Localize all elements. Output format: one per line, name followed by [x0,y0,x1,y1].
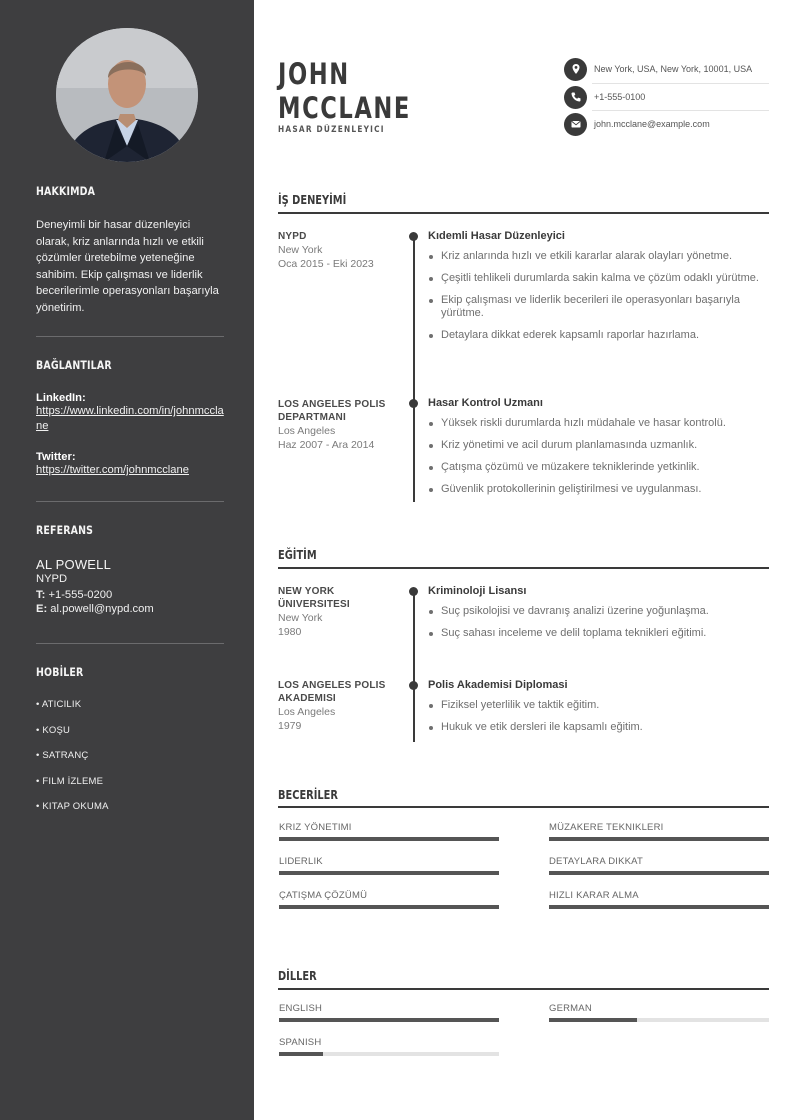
experience-bullets [428,417,769,496]
job-title: HASAR DÜZENLEYICI [278,125,385,135]
bullet-item: Güvenlik protokollerinin geliştirilmesi ve uygulanması. [428,483,769,496]
skill-bar [549,871,769,875]
contact-email-text: john.mcclane@example.com [594,119,710,129]
language-bar [279,1052,499,1056]
skill-bar [549,905,769,909]
bullet-item: Kriz anlarında hızlı ve etkili kararlar alarak olayları yönetme. [428,250,769,263]
education-bullets [428,699,769,734]
skill-label: KRIZ YÖNETIMI [279,822,352,833]
language-label: SPANISH [279,1037,322,1048]
education-location: Los Angeles [278,706,336,718]
bullet-item: Suç psikolojisi ve davranış analizi üzerine yoğunlaşma. [428,605,769,618]
skill-item [279,856,499,875]
education-entry-details [428,679,769,743]
education-timeline [413,590,415,742]
skill-item [279,890,499,909]
bullet-item: Fiziksel yeterlilik ve taktik eğitim. [428,699,769,712]
education-heading: EĞİTİM [278,548,317,562]
about-text: Deneyimli bir hasar düzenleyici olarak, kriz anlarında hızlı ve etkili çözümler üretebilme yeteneğine sahibim. Ekip çalışması ve liderlik becerilerimle operasyonları başarıyla yönetirim. [36,219,219,314]
profile-photo [56,28,198,162]
about-heading: HAKKIMDA [36,184,96,198]
skill-item [549,856,769,875]
language-label: GERMAN [549,1003,592,1014]
education-degree: Polis Akademisi Diplomasi [428,679,568,691]
hobby-item: • SATRANÇ [36,750,89,761]
education-entry-meta [278,679,398,733]
contact-phone-text: +1-555-0100 [594,92,646,102]
hobby-item: • FILM İZLEME [36,775,104,787]
skill-bar [279,905,499,909]
last-name: MCCLANE [278,91,411,125]
experience-entry-details [428,397,769,505]
contact-email [564,112,769,136]
sidebar [0,0,254,1120]
bullet-item: Kriz yönetimi ve acil durum planlamasında uzmanlık. [428,439,769,452]
skill-bar [549,837,769,841]
sidebar-divider [36,336,224,337]
language-bar [549,1018,769,1022]
skill-label: LIDERLIK [279,856,323,867]
contact-address-text: New York, USA, New York, 10001, USA [594,64,753,74]
education-org: NEW YORK ÜNIVERSITESI [278,586,350,610]
timeline-dot [409,399,418,408]
candidate-name [278,57,411,125]
profile-photo-image [56,28,198,162]
timeline-dot [409,681,418,690]
reference-phone-label: T: [36,589,46,601]
skill-label: HIZLI KARAR ALMA [549,890,639,901]
experience-role: Kıdemli Hasar Düzenleyici [428,230,565,242]
education-dates: 1980 [278,626,302,638]
skill-label: MÜZAKERE TEKNIKLERI [549,822,664,833]
link-linkedin [36,392,224,434]
reference-email-row [36,602,224,616]
experience-location: New York [278,244,323,256]
timeline-dot [409,587,418,596]
section-rule [278,567,769,569]
bullet-item: Suç sahası inceleme ve delil toplama teknikleri eğitimi. [428,627,769,640]
contact-phone [564,85,769,109]
experience-dates: Oca 2015 - Eki 2023 [278,258,374,270]
experience-org: NYPD [278,231,307,242]
skill-bar-fill [279,905,499,909]
hobby-item: • KITAP OKUMA [36,801,109,812]
hobbies-list [36,699,224,827]
sidebar-divider [36,643,224,644]
education-dates: 1979 [278,720,302,732]
reference-phone: +1-555-0200 [48,589,113,601]
skill-bar-fill [549,871,769,875]
education-org: LOS ANGELES POLIS AKADEMISI [278,680,386,704]
contact-divider [592,83,769,84]
timeline-dot [409,232,418,241]
hobby-item: • ATICILIK [36,699,82,710]
education-entry-meta [278,585,398,639]
education-entry-details [428,585,769,649]
phone-icon [564,86,587,109]
link-linkedin-label: LinkedIn: [36,392,86,404]
language-item [549,1003,769,1022]
bullet-item: Detaylara dikkat ederek kapsamlı raporlar hazırlama. [428,329,769,342]
links-heading: BAĞLANTILAR [36,358,112,372]
skill-bar [279,871,499,875]
skill-bar-fill [279,871,499,875]
experience-role: Hasar Kontrol Uzmanı [428,397,543,409]
skills-heading: BECERİLER [278,788,338,802]
reference-email-label: E: [36,603,48,615]
reference-email: al.powell@nypd.com [50,603,154,615]
hobby-item: • KOŞU [36,724,71,736]
language-bar-fill [549,1018,637,1022]
bullet-item: Hukuk ve etik dersleri ile kapsamlı eğitim. [428,721,769,734]
hobbies-heading: HOBİLER [36,665,84,679]
language-item [279,1037,499,1056]
link-twitter [36,451,224,478]
experience-timeline [413,236,415,502]
experience-location: Los Angeles [278,425,336,437]
first-name: JOHN [278,57,350,91]
experience-heading: İŞ DENEYİMİ [278,193,347,207]
skill-bar [279,837,499,841]
contact-divider [592,110,769,111]
reference-name: AL POWELL [36,557,112,572]
experience-dates: Haz 2007 - Ara 2014 [278,439,375,451]
skill-label: ÇATIŞMA ÇÖZÜMÜ [279,890,368,901]
language-label: ENGLISH [279,1003,323,1014]
location-pin-icon [564,58,587,81]
link-linkedin-url[interactable]: https://www.linkedin.com/in/johnmcclane [36,405,224,432]
contact-address [564,57,769,81]
language-bar [279,1018,499,1022]
education-location: New York [278,612,323,624]
section-rule [278,806,769,808]
bullet-item: Yüksek riskli durumlarda hızlı müdahale ve hasar kontrolü. [428,417,769,430]
experience-org: LOS ANGELES POLIS DEPARTMANI [278,399,386,423]
bullet-item: Çatışma çözümü ve müzakere tekniklerinde yetkinlik. [428,461,769,474]
experience-entry-meta [278,230,398,271]
skill-item [279,822,499,841]
bullet-item: Ekip çalışması ve liderlik becerileri ile operasyonları başarıyla yürütme. [428,294,769,320]
reference-heading: REFERANS [36,523,94,537]
reference-block [36,557,224,616]
bullet-item: Çeşitli tehlikeli durumlarda sakin kalma ve çözüm odaklı yürütme. [428,272,769,285]
languages-heading: DİLLER [278,969,317,983]
education-bullets [428,605,769,640]
sidebar-divider [36,501,224,502]
skill-bar-fill [549,905,769,909]
section-rule [278,212,769,214]
experience-bullets [428,250,769,342]
link-twitter-url[interactable]: https://twitter.com/johnmcclane [36,464,189,476]
skill-item [549,890,769,909]
reference-org: NYPD [36,573,68,585]
reference-phone-row [36,588,224,602]
language-bar-fill [279,1052,323,1056]
link-twitter-label: Twitter: [36,451,76,463]
language-item [279,1003,499,1022]
experience-entry-details [428,230,769,351]
experience-entry-meta [278,398,398,452]
section-rule [278,988,769,990]
skill-bar-fill [549,837,769,841]
skill-bar-fill [279,837,499,841]
education-degree: Kriminoloji Lisansı [428,585,527,597]
envelope-icon [564,113,587,136]
skill-label: DETAYLARA DIKKAT [549,856,644,867]
language-bar-fill [279,1018,499,1022]
skill-item [549,822,769,841]
